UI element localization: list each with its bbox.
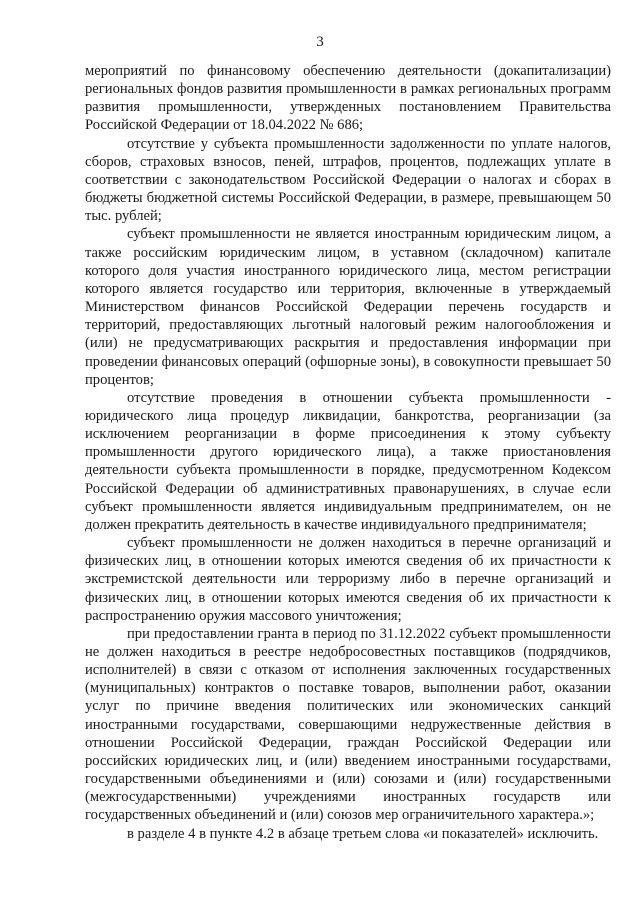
paragraph-section-4-amendment: в разделе 4 в пункте 4.2 в абзаце третьем слова «и показателей» исключить. (127, 825, 599, 842)
page-number: 3 (316, 34, 324, 50)
document-body (85, 62, 611, 843)
paragraph-foreign-entity: субъект промышленности не является иностранным юридическим лицом, а также российским юридическим лицом, в уставном (складочном) капитале которого доля участия иностранного юридического лица, местом регистрации которого является государство или территория, включенные в утверждаемый Министерством финансов Российской Федерации перечень государств и территорий, предоставляющих льготный налоговый режим налогообложения и (или) не предусматривающих раскрытия и предоставления информации при проведении финансовых операций (офшорные зоны), в совокупности превышает 50 процентов; (85, 226, 611, 388)
paragraph-tax-debt: отсутствие у субъекта промышленности задолженности по уплате налогов, сборов, страховых взносов, пеней, штрафов, процентов, подлежащих уплате в соответствии с законодательством Российской Федерации о налогах и сборах в бюджеты бюджетной системы Российской Федерации, в размере, превышающем 50 тыс. рублей; (85, 135, 611, 225)
paragraph-continuation: мероприятий по финансовому обеспечению деятельности (докапитализации) региональных фондов развития промышленности в рамках региональных программ развития промышленности, утвержденных постановлением Правительства Российской Федерации от 18.04.2022 № 686; (85, 63, 611, 134)
paragraph-supplier-registry: при предоставлении гранта в период по 31.12.2022 субъект промышленности не должен находиться в реестре недобросовестных поставщиков (подрядчиков, исполнителей) в связи с отказом от исполнения заключенных государственных (муниципальных) контрактов о поставке товаров, выполнении работ, оказании услуг по причине введения политических или экономических санкций иностранными государствами, совершающими недружественные действия в отношении Российской Федерации, граждан Российской Федерации или российских юридических лиц, и (или) введением иностранными государствами, государственными объединениями и (или) союзами и (или) государственными (межгосударственными) учреждениями иностранных государств или государственных объединений и (или) союзов мер ограничительного характера.»; (85, 625, 611, 824)
paragraph-extremism-list: субъект промышленности не должен находиться в перечне организаций и физических лиц, в отношении которых имеются сведения об их причастности к экстремистской деятельности или терроризму либо в перечне организаций и физических лиц, в отношении которых имеются сведения об их причастности к распространению оружия массового уничтожения; (85, 535, 611, 624)
paragraph-liquidation: отсутствие проведения в отношении субъекта промышленности - юридического лица процедур ликвидации, банкротства, реорганизации (за исключением реорганизации в форме присоединения к этому субъекту промышленности другого юридического лица), а также приостановления деятельности субъекта промышленности в порядке, предусмотренном Кодексом Российской Федерации об административных правонарушениях, в случае если субъект промышленности является индивидуальным предпринимателем, он не должен прекратить деятельность в качестве индивидуального предпринимателя; (85, 389, 611, 533)
